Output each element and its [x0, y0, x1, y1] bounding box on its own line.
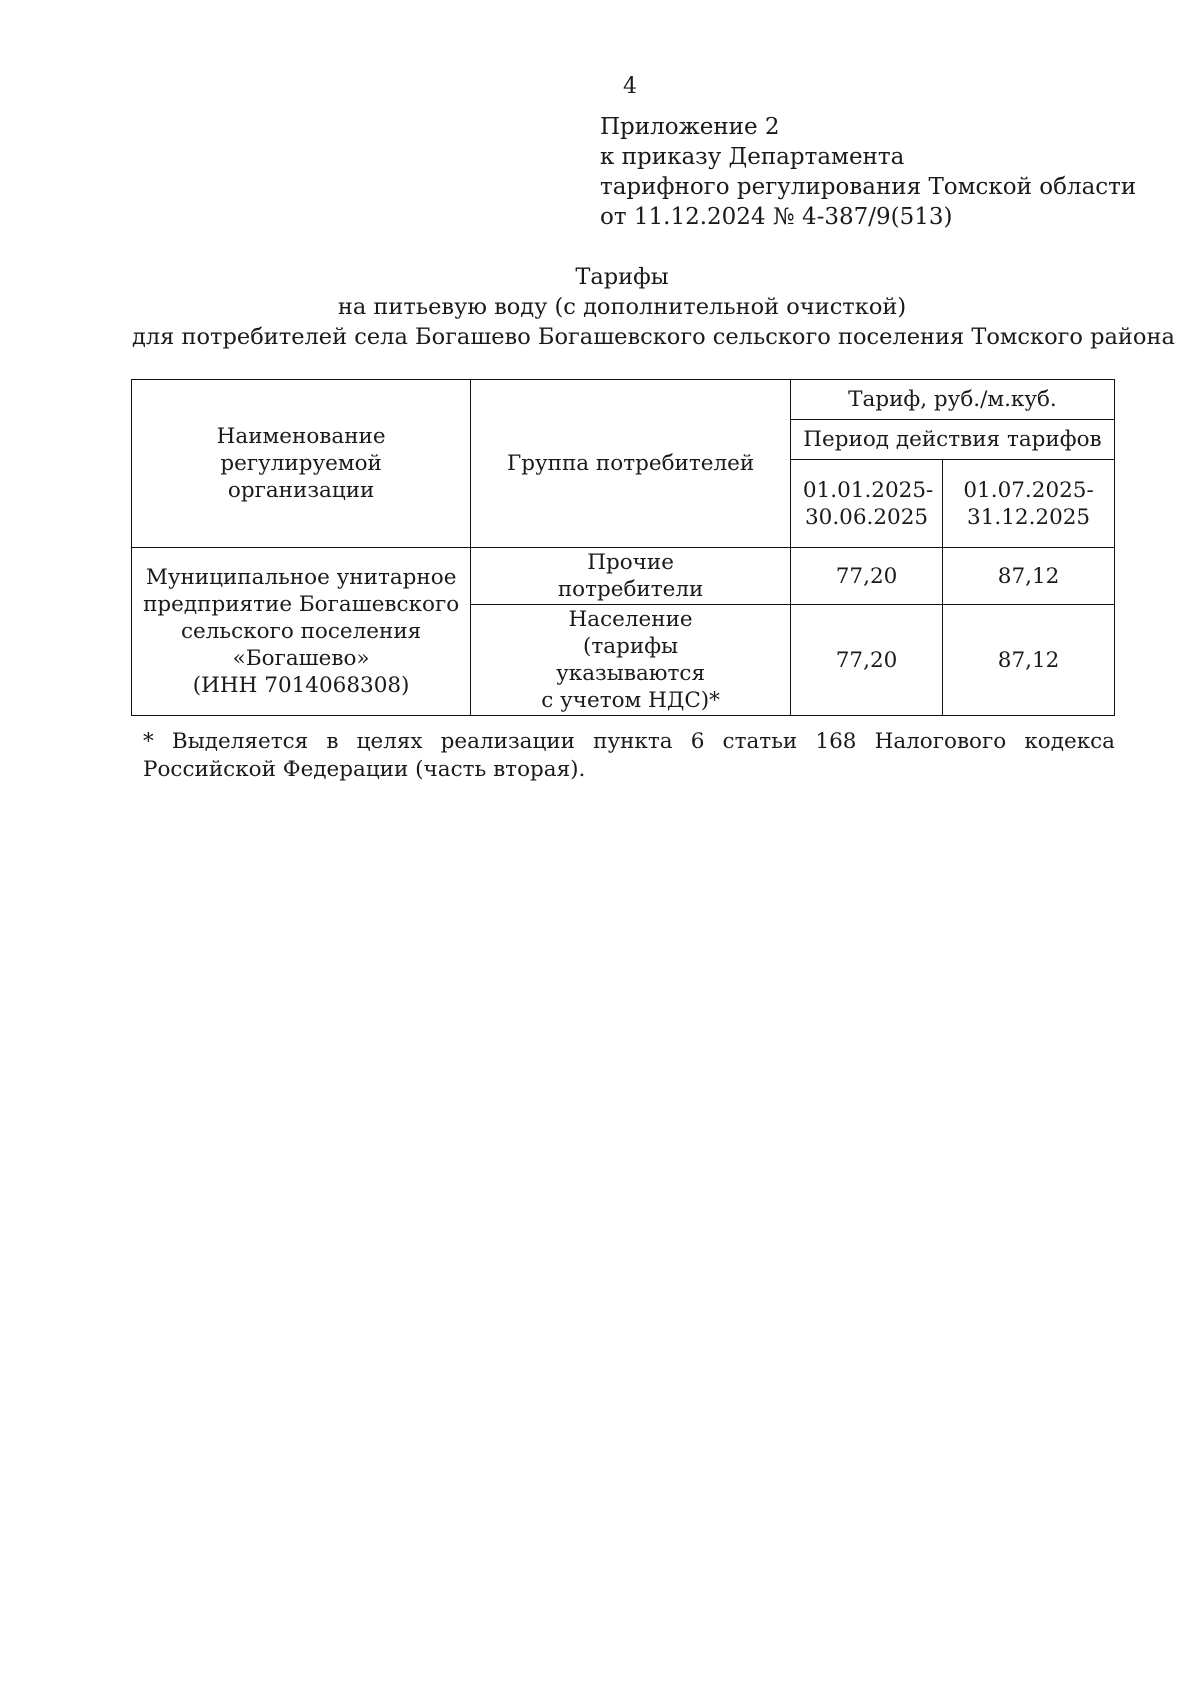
tariff-value: 87,12: [943, 548, 1115, 605]
organization-line: «Богашево»: [232, 646, 370, 671]
footnote: * Выделяется в целях реализации пункта 6 статьи 168 Налогового кодекса Российской Федерации (часть вторая).: [143, 729, 1115, 782]
group-line: Население: [568, 607, 693, 632]
organization-line: предприятие Богашевского: [143, 592, 460, 617]
appendix-header: [600, 112, 1136, 232]
header-tariff: Тариф, руб./м.куб.: [790, 380, 1114, 420]
title-line: для потребителей села Богашево Богашевского сельского поселения Томского района: [132, 324, 1175, 350]
header-consumer-group: Группа потребителей: [471, 380, 791, 548]
appendix-line: тарифного регулирования Томской области: [600, 174, 1137, 200]
document-title: [132, 262, 1175, 352]
organization-cell: [132, 548, 471, 716]
consumer-group-cell: [471, 548, 791, 605]
group-line: (тарифы: [583, 634, 679, 659]
tariff-table: [131, 379, 1115, 716]
appendix-line: Приложение 2: [600, 114, 780, 140]
header-period-1: 01.01.2025-30.06.2025: [790, 460, 942, 548]
group-line: потребители: [557, 577, 704, 602]
organization-line: (ИНН 7014068308): [192, 673, 410, 698]
table-row: [132, 548, 1115, 605]
appendix-line: к приказу Департамента: [600, 144, 905, 170]
title-line: на питьевую воду (с дополнительной очисткой): [337, 294, 907, 320]
organization-line: Муниципальное унитарное: [145, 565, 457, 590]
tariff-value: 77,20: [790, 548, 942, 605]
group-line: с учетом НДС)*: [541, 688, 720, 713]
tariff-value: 77,20: [790, 605, 942, 716]
group-line: Прочие: [587, 550, 674, 575]
title-line: Тарифы: [575, 264, 669, 290]
consumer-group-cell: [471, 605, 791, 716]
appendix-line: от 11.12.2024 № 4-387/9(513): [600, 204, 953, 230]
header-period: Период действия тарифов: [790, 420, 1114, 460]
header-period-2: 01.07.2025-31.12.2025: [943, 460, 1115, 548]
organization-line: сельского поселения: [181, 619, 422, 644]
group-line: указываются: [556, 661, 706, 686]
header-org-name: Наименование регулируемой организации: [132, 380, 471, 548]
tariff-value: 87,12: [943, 605, 1115, 716]
page-number: 4: [623, 74, 637, 99]
